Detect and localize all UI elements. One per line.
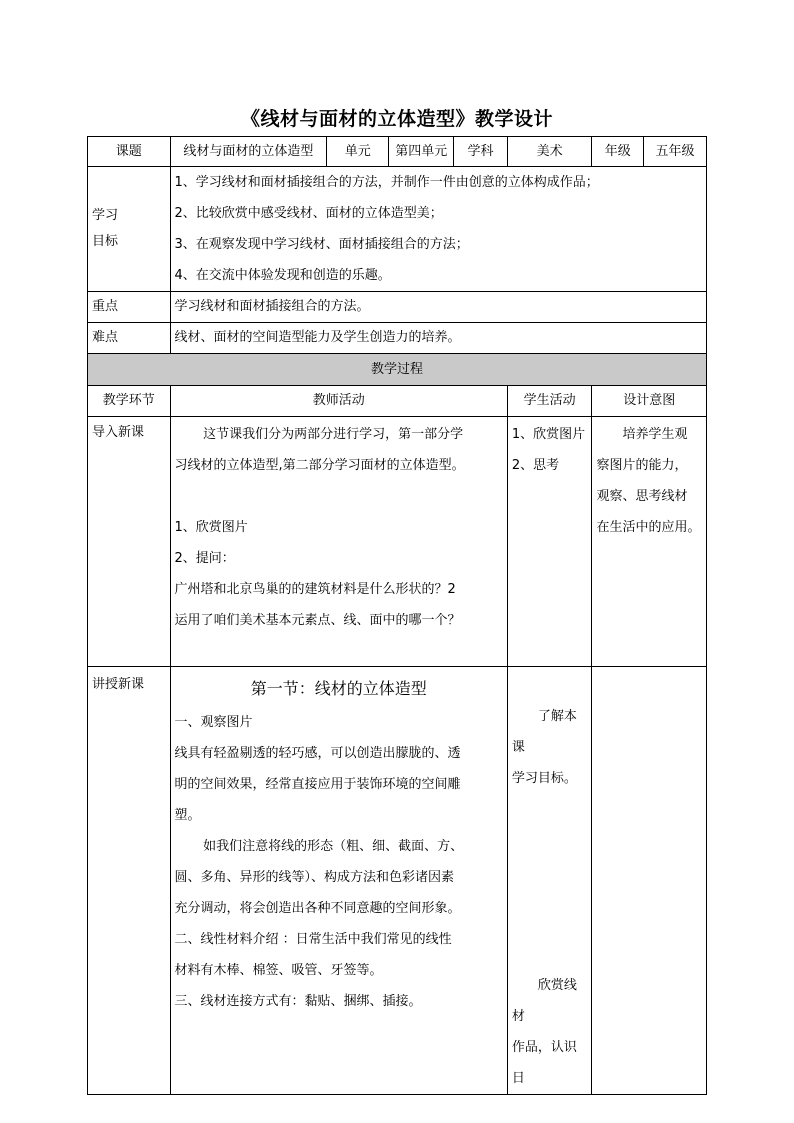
intro-student-line: 1、欣赏图片 (511, 427, 586, 442)
objectives-label (88, 167, 171, 292)
column-teacher: 教师活动 (170, 386, 507, 417)
objectives-content (170, 167, 706, 292)
intro-teacher-line: 广州塔和北京鸟巢的的建筑材料是什么形状的？2 (174, 582, 456, 597)
difficulty-text: 线材、面材的空间造型能力及学生创造力的培养。 (170, 323, 706, 354)
column-stage: 教学环节 (88, 386, 171, 417)
unit-label: 单元 (327, 137, 389, 167)
intro-student-activity (507, 417, 592, 667)
objective-item: 3、在观察发现中学习线材、面材插接组合的方法； (174, 237, 469, 252)
objectives-label-line: 学习 (92, 208, 119, 223)
process-columns-row (88, 386, 707, 417)
intro-teacher-line: 习线材的立体造型,第二部分学习面材的立体造型。 (174, 458, 465, 473)
new-lesson-teacher-line: 塑。 (174, 808, 201, 823)
intro-teacher-line: 这节课我们分为两部分进行学习，第一部分学 (203, 427, 464, 442)
section-title: 第一节：线材的立体造型 (250, 679, 427, 698)
process-header: 教学过程 (88, 354, 707, 386)
objective-item: 2、比较欣赏中感受线材、面材的立体造型美； (174, 206, 443, 221)
intro-teacher-activity (170, 417, 507, 667)
new-lesson-teacher-line: 圆、多角、异形的线等）、构成方法和色彩诸因素 (174, 870, 455, 885)
intro-teacher-line: 2、提问： (174, 551, 235, 566)
difficulty-row (88, 323, 707, 354)
objectives-label-line: 目标 (92, 234, 119, 249)
objective-item: 1、学习线材和面材插接组合的方法，并制作一件由创意的立体构成作品； (174, 175, 599, 190)
new-lesson-teacher-line: 三、线材连接方式有：黏贴、捆绑、插接。 (174, 994, 422, 1009)
new-lesson-student-line: 欣赏线材 (511, 978, 577, 1024)
new-lesson-teacher-line: 一、观察图片 (174, 715, 253, 730)
grade-label: 年级 (592, 137, 644, 167)
document-title: 《线材与面材的立体造型》教学设计 (240, 108, 553, 130)
objective-item: 4、在交流中体验发现和创造的乐趣。 (174, 268, 391, 283)
key-point-label: 重点 (88, 292, 171, 323)
intro-row (88, 417, 707, 667)
new-lesson-student-line: 学习目标。 (511, 771, 577, 786)
new-lesson-teacher-line: 线具有轻盈剔透的轻巧感，可以创造出朦胧的、透 (174, 746, 461, 761)
new-lesson-student-line: 了解本课 (511, 709, 577, 755)
intro-intent-line: 察图片的能力， (596, 458, 688, 473)
intro-student-line: 2、思考 (511, 458, 560, 473)
info-row (88, 137, 707, 167)
lesson-plan-table (87, 136, 707, 1095)
new-lesson-teacher-line: 二、线性材料介绍 ：日常生活中我们常见的线性 (174, 932, 452, 947)
intro-intent-line: 在生活中的应用。 (596, 520, 701, 535)
intro-stage: 导入新课 (88, 417, 171, 667)
column-intent: 设计意图 (592, 386, 707, 417)
subject-value: 美术 (507, 137, 592, 167)
intro-design-intent (592, 417, 707, 667)
subject-label: 学科 (454, 137, 508, 167)
column-student: 学生活动 (507, 386, 592, 417)
grade-value: 五年级 (644, 137, 707, 167)
new-lesson-design-intent (592, 667, 707, 1095)
process-header-row (88, 354, 707, 386)
lesson-value: 线材与面材的立体造型 (170, 137, 327, 167)
new-lesson-teacher-line: 材料有木棒、棉签、吸管、牙签等。 (174, 963, 383, 978)
new-lesson-teacher-line: 如我们注意将线的形态（粗、细、截面、方、 (203, 839, 464, 854)
objectives-row (88, 167, 707, 292)
new-lesson-stage: 讲授新课 (88, 667, 171, 1095)
new-lesson-teacher-activity (170, 667, 507, 1095)
key-point-row (88, 292, 707, 323)
intro-teacher-line (175, 481, 503, 512)
new-lesson-teacher-line: 明的空间效果，经常直接应用于装饰环境的空间雕 (174, 777, 461, 792)
intro-teacher-line: 运用了咱们美术基本元素点、线、面中的哪一个？ (174, 613, 461, 628)
intro-teacher-line: 1、欣赏图片 (174, 520, 248, 535)
new-lesson-student-activity (507, 667, 592, 1095)
difficulty-label: 难点 (88, 323, 171, 354)
intro-intent-line: 观察、思考线材 (596, 489, 688, 504)
key-point-text: 学习线材和面材插接组合的方法。 (170, 292, 706, 323)
lesson-label: 课题 (88, 137, 171, 167)
new-lesson-row (88, 667, 707, 1095)
intro-intent-line: 培养学生观 (622, 427, 688, 442)
unit-value: 第四单元 (389, 137, 454, 167)
new-lesson-student-line: 作品，认识日 (511, 1040, 577, 1086)
new-lesson-teacher-line: 充分调动，将会创造出各种不同意趣的空间形象。 (174, 901, 461, 916)
